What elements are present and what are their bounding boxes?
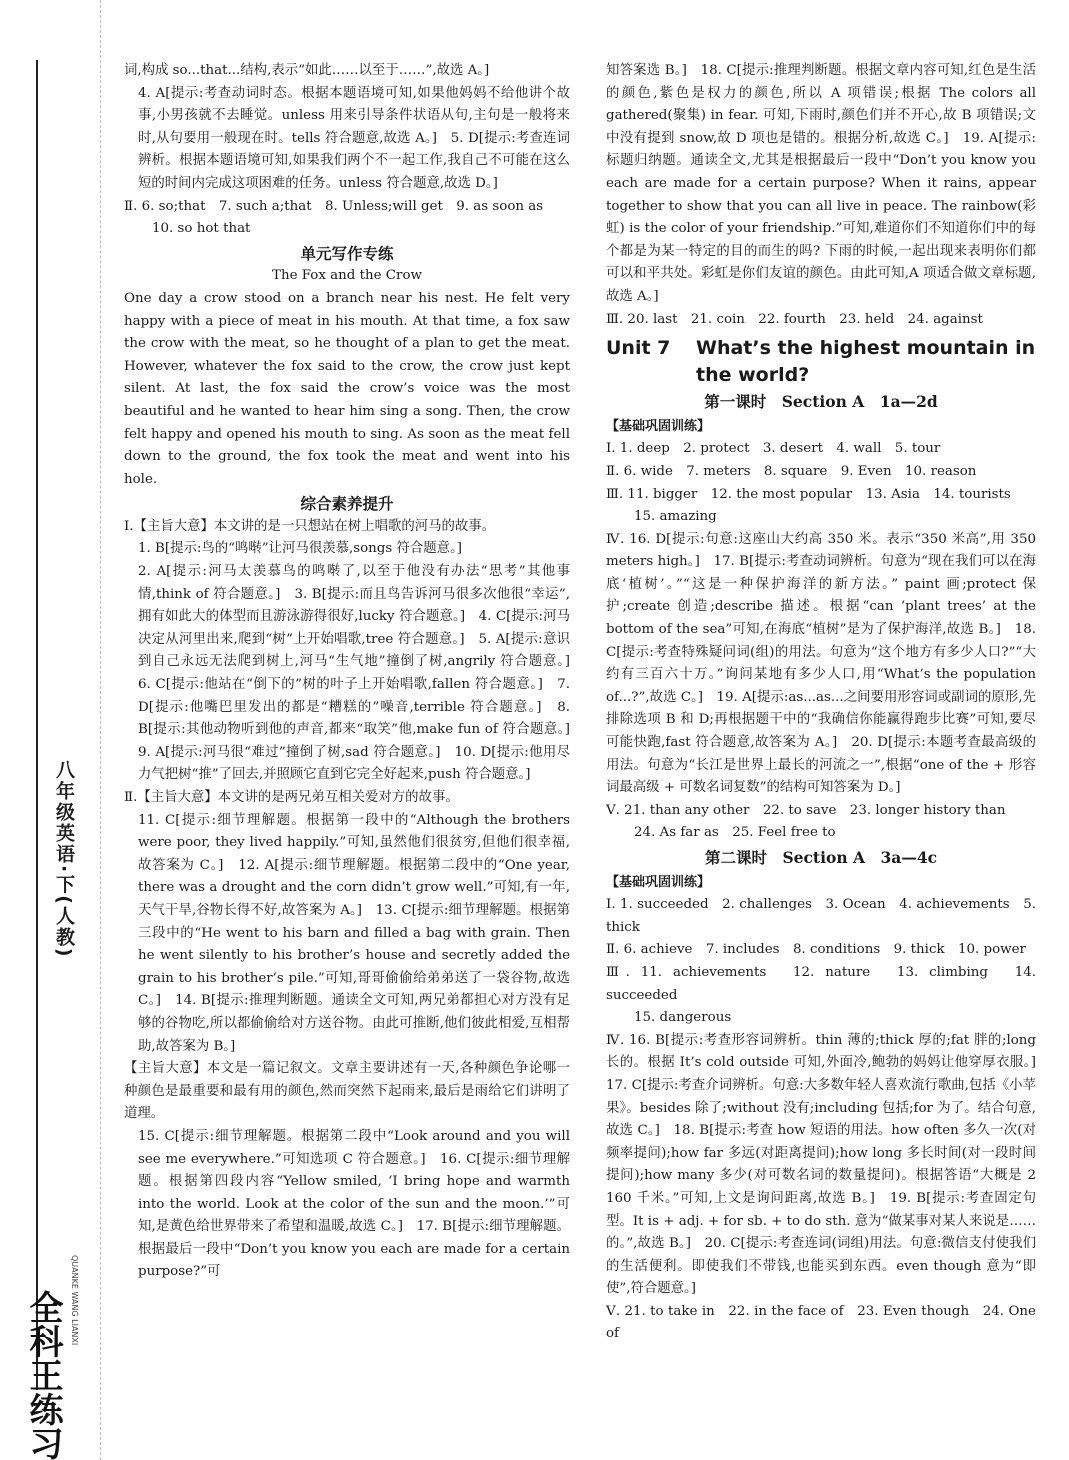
answer-line: Ⅲ. 11. achievements 12. nature 13. climbing 14. succeeded <box>606 964 1036 1003</box>
right-column <box>606 60 1050 1346</box>
essay-text: One day a crow stood on a branch near his nest. He felt very happy with a piece of meat in his mouth. At that time, a fox saw the crow with the meat, so he thought of a plan to get the meat. However, whatever the fox said to the crow, the crow just kept silent. At last, the fox said the crow’s voice was the most beautiful and he wanted to hear him sing a song. Then, the crow felt happy and opened his mouth to sing. As soon as the meat fell down to the ground, the fox took the meat and went into his hole. <box>124 290 570 487</box>
answer-line: 10. so hot that <box>152 221 251 237</box>
brand-logo-subtitle: QUANKE WANG LIANXI <box>70 1255 79 1346</box>
answer-line: Ⅱ. 6. so;that 7. such a;that 8. Unless;will get 9. as soon as <box>124 198 544 214</box>
answer-paragraph: 2. A[提示:河马太羡慕鸟的鸣啭了,以至于他没有办法“思考”其他事情,think of 符合题意。] 3. B[提示:而且鸟告诉河马很多次他很“幸运”,拥有如此大的体型而且游泳游得很好,lucky 符合题意。] 4. C[提示:河马决定从河里出来,爬到“树”上开始唱歌,tree 符合题意。] 5. A[提示:意识到自己永远无法爬到树上,河马“生气地”撞倒了树,angrily 符合题意。] 6. C[提示:他站在“倒下的”树的叶子上开始唱歌,fallen 符合题意。] 7. D[提示:他嘴巴里发出的都是“糟糕的”噪音,terrible 符合题意。] 8. B[提示:其他动物听到他的声音,都来“取笑”他,make fun of 符合题意。] 9. A[提示:河马很“难过”撞倒了树,sad 符合题意。] 10. D[提示:他用尽力气把树“推”了回去,并照顾它直到它完全好起来,push 符合题意。] <box>138 564 584 783</box>
answer-line: 1. B[提示:鸟的“鸣啭”让河马很羡慕,songs 符合题意。] <box>138 541 462 557</box>
answer-line: 24. As far as 25. Feel free to <box>634 825 836 841</box>
binding-cut-line <box>100 0 101 1460</box>
answer-line: Ⅰ. 1. succeeded 2. challenges 3. Ocean 4. achievements 5. thick <box>606 897 1036 935</box>
essay-title: The Fox and the Crow <box>272 268 422 284</box>
answer-paragraph: Ⅳ. 16. B[提示:考查形容词辨析。thin 薄的;thick 厚的;fat 胖的;long 长的。根据 It’s cold outside 可知,外面冷,鲍勃的妈妈让他穿厚衣服。] 17. C[提示:考查介词辨析。句意:大多数年轻人喜欢流行歌曲,包括《小苹果》。besides 除了;without 没有;including 包括;for 为了。结合句意,故选 C。] 18. B[提示:考查 how 短语的用法。how often 多久一次(对频率提问);how far 多远(对距离提问);how long 多长时间(对一段时间提问);how many 多少(对可数名词的数量提问)。根据答语“大概是 2 160 千米。”可知,上文是询问距离,故选 B。] 19. B[提示:考查固定句型。It is + adj. + for sb. + to do sth. 意为“做某事对某人来说是……的。”,故选 B。] 20. C[提示:考查连词(词组)用法。句意:微信支付使我们的生活便利。即使我们不带钱,也能买到东西。even though 意为“即使”,符合题意。] <box>606 1032 1050 1297</box>
training-tag: 【基础巩固训练】 <box>606 874 711 890</box>
main-idea: 【主旨大意】本文是一篇记叙文。文章主要讲述有一天,各种颜色争论哪一种颜色是最重要和最有用的颜色,然而突然下起雨来,最后是雨给它们讲明了道理。 <box>124 1061 570 1122</box>
answer-line: 15. amazing <box>634 509 717 525</box>
answer-line: Ⅱ. 6. achieve 7. includes 8. conditions 9. thick 10. power <box>606 942 1026 958</box>
answer-line: Ⅲ. 20. last 21. coin 22. fourth 23. held 24. against <box>606 311 983 327</box>
sidebar-strip <box>6 60 38 1390</box>
lesson-heading: 第一课时 Section A 1a—2d <box>704 392 938 412</box>
comprehensive-section-title: 综合素养提升 <box>300 495 394 514</box>
sidebar <box>0 0 118 1460</box>
answer-paragraph: 4. A[提示:考查动词时态。根据本题语境可知,如果他妈妈不给他讲个故事,小男孩就不去睡觉。unless 用来引导条件状语从句,主句是一般将来时,从句要用一般现在时。tells 符合题意,故选 A。] 5. D[提示:考查连词辨析。根据本题语境可知,如果我们两个不一起工作,我自己不可能在这么短的时间内完成这项困难的任务。unless 符合题意,故选 D。] <box>138 85 570 191</box>
brand-logo: 全科王练习 <box>23 1290 63 1460</box>
answer-line: Ⅲ. 11. bigger 12. the most popular 13. Asia 14. tourists <box>606 486 1011 502</box>
answer-paragraph: 11. C[提示:细节理解题。根据第一段中的“Although the brothers were poor, they lived happily.”可知,虽然他们很贫穷,但他们很幸福,故答案为 C。] 12. A[提示:细节理解题。根据第二段中的“One year, there was a drought and the corn didn’t grow well.”可知,有一年,天气干旱,谷物长得不好,故答案为 A。] 13. C[提示:细节理解题。根据第三段中的“He went to his barn and filled a bag with grain. Then he went silently to his brother’s house and secretly added the grain to his brother’s pile.”可知,哥哥偷偷给弟弟送了一袋谷物,故选 C。] 14. B[提示:推理判断题。通读全文可知,两兄弟都担心对方没有足够的谷物吃,所以都偷偷给对方送谷物。由此可推断,他们彼此相爱,互相帮助,故答案为 B。] <box>138 812 570 1054</box>
unit-number: Unit 7 <box>606 337 671 360</box>
answer-paragraph: 知答案选 B。] 18. C[提示:推理判断题。根据文章内容可知,红色是生活的颜色,紫色是权力的颜色,所以 A 项错误;根据 The colors all gathered(聚集) in fear. 可知,下雨时,颜色们并不开心,故 B 项错误;文中没有提到 snow,故 D 项也是错的。根据分析,故选 C。] 19. A[提示:标题归纳题。通读全文,尤其是根据最后一段中“Don’t you know you each are made for a certain purpose? When it rains, appear together to show that you can all live in peace. The rainbow(彩虹) is the color of your friendship.”可知,难道你们不知道你们中的每个都是为某一特定的目的而生的吗? 下雨的时候,一起出现来表明你们都可以和平共处。彩虹是你们友谊的颜色。由此可知,A 项适合做文章标题,故选 A。] <box>606 63 1036 304</box>
unit-title: What’s the highest mountain in the world? <box>696 337 1036 387</box>
training-tag: 【基础巩固训练】 <box>606 418 711 434</box>
lesson-heading: 第二课时 Section A 3a—4c <box>704 848 938 867</box>
answer-line: Ⅴ. 21. than any other 22. to save 23. longer history than <box>606 802 1006 818</box>
answer-line: Ⅱ. 6. wide 7. meters 8. square 9. Even 10. reason <box>606 463 977 479</box>
answer-paragraph: 词,构成 so...that...结构,表示“如此……以至于……”,故选 A。] <box>124 63 490 78</box>
writing-section-title: 单元写作专练 <box>300 244 394 263</box>
unit-heading <box>606 335 1036 389</box>
main-idea: Ⅱ.【主旨大意】本文讲的是两兄弟互相关爱对方的故事。 <box>124 790 459 805</box>
answer-paragraph: 15. C[提示:细节理解题。根据第二段中“Look around and you will see me everywhere.”可知选项 C 符合题意。] 16. C[提示:细节理解题。根据第四段内容“Yellow smiled, ‘I bring hope and warmth into the world. Look at the color of the sun and the moon.’”可知,是黄色给世界带来了希望和温暖,故选 C。] 17. B[提示:细节理解题。根据最后一段中“Don’t you know you each are made for a certain purpose?”可 <box>138 1128 570 1280</box>
answer-line: Ⅴ. 21. to take in 22. in the face of 23. Even though 24. One of <box>606 1303 1036 1342</box>
main-idea: Ⅰ.【主旨大意】本文讲的是一只想站在树上唱歌的河马的故事。 <box>124 518 496 534</box>
answer-paragraph: Ⅳ. 16. D[提示:句意:这座山大约高 350 米。表示“350 米高”,用 350 meters high。] 17. B[提示:考查动词辨析。句意为“现在我们可以在海底‘植树’。”“这是一种保护海洋的新方法。” paint 画;protect 保护;create 创造;describe 描述。根据“can ‘plant trees’ at the bottom of the sea”可知,在海底“植树”是为了保护海洋,故选 B。] 18. C[提示:考查特殊疑问词(组)的用法。句意为“这个地方有多少人口?”“大约有三百六十万。”询问某地有多少人口,用“What’s the population of...?”,故选 C。] 19. A[提示:as...as...之间要用形容词或副词的原形,先排除选项 B 和 D;再根据题干中的“我确信你能赢得跑步比赛”可知,要尽可能快跑,fast 符合题意,故答案为 A。] 20. D[提示:本题考查最高级的用法。句意为“长江是世界上最长的河流之一”,根据“one of the + 形容词最高级 + 可数名词复数”的结构可知答案为 D。] <box>606 531 1036 796</box>
answer-line: 15. dangerous <box>634 1010 732 1026</box>
answer-line: Ⅰ. 1. deep 2. protect 3. desert 4. wall 5. tour <box>606 441 941 457</box>
sidebar-vertical-title: 八年级英语·下(人教) <box>53 760 75 959</box>
left-column <box>124 60 584 1284</box>
